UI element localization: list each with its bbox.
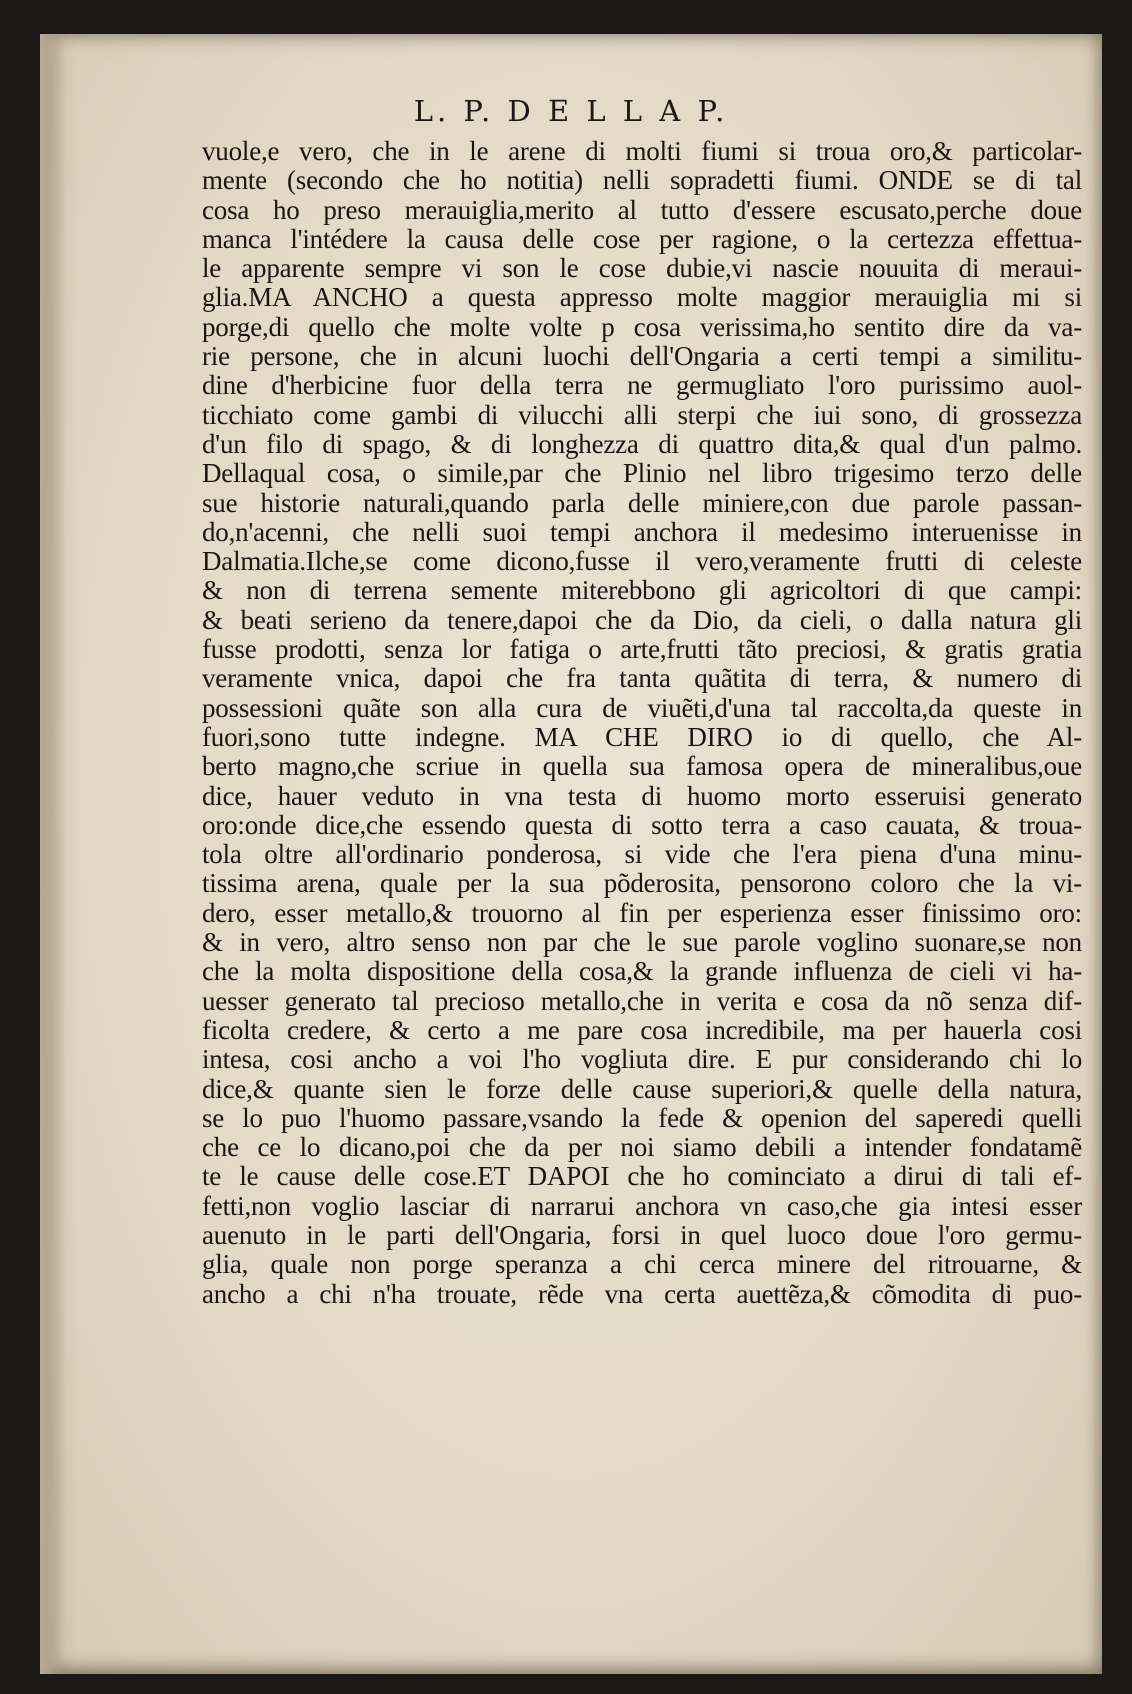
text-line: tissima arena, quale per la sua põderosita, pensorono coloro che la vi- <box>202 868 1082 899</box>
text-line: d'un filo di spago, & di longhezza di quattro dita,& qual d'un palmo. <box>202 428 1082 459</box>
text-line: & in vero, altro senso non par che le sue parole voglino suonare,se non <box>202 927 1082 958</box>
text-line: dice,& quante sien le forze delle cause superiori,& quelle della natura, <box>202 1073 1082 1104</box>
text-line: tola oltre all'ordinario ponderosa, si vide che l'era piena d'una minu- <box>202 839 1082 870</box>
text-line: glia, quale non porge speranza a chi cerca minere del ritrouarne, & <box>202 1249 1082 1280</box>
text-line: dero, esser metallo,& trouorno al fin per esperienza esser finissimo oro: <box>202 897 1082 928</box>
text-line: che la molta dispositione della cosa,& la grande influenza de cieli vi ha- <box>202 956 1082 987</box>
text-line: & non di terrena semente miterebbono gli agricoltori di que campi: <box>202 575 1082 606</box>
body-text <box>202 137 1082 1309</box>
text-line: berto magno,che scriue in quella sua famosa opera de mineralibus,oue <box>202 751 1082 782</box>
text-line: fusse prodotti, senza lor fatiga o arte,frutti tãto preciosi, & gratis gratia <box>202 634 1082 665</box>
text-line: le apparente sempre vi son le cose dubie,vi nascie nouuita di meraui- <box>202 253 1082 284</box>
text-line: possessioni quãte son alla cura de viuẽti,d'una tal raccolta,da queste in <box>202 692 1082 723</box>
text-line: dine d'herbicine fuor della terra ne germugliato l'oro purissimo auol- <box>202 370 1082 401</box>
text-line: cosa ho preso merauiglia,merito al tutto d'essere escusato,perche doue <box>202 194 1082 225</box>
page-gutter-shadow <box>40 34 66 1674</box>
text-line: Dalmatia.Ilche,se come dicono,fusse il vero,veramente frutti di celeste <box>202 546 1082 577</box>
text-line: auenuto in le parti dell'Ongaria, forsi in quel luoco doue l'oro germu- <box>202 1219 1082 1250</box>
text-line: ancho a chi n'ha trouate, rẽde vna certa auettẽza,& cõmodita di puo- <box>202 1278 1082 1309</box>
text-line: te le cause delle cose.ET DAPOI che ho cominciato a dirui di tali ef- <box>202 1161 1082 1192</box>
text-line: Dellaqual cosa, o simile,par che Plinio nel libro trigesimo terzo delle <box>202 458 1082 489</box>
running-header: L. P. D E L L A P. <box>413 94 729 128</box>
text-line: porge,di quello che molte volte p cosa verissima,ho sentito dire da va- <box>202 311 1082 342</box>
book-page <box>40 34 1102 1674</box>
text-line: sue historie naturali,quando parla delle miniere,con due parole passan- <box>202 487 1082 518</box>
text-line: do,n'acenni, che nelli suoi tempi anchora il medesimo interuenisse in <box>202 516 1082 547</box>
text-line: che ce lo dicano,poi che da per noi siamo debili a intender fondatamẽ <box>202 1132 1082 1163</box>
text-line: dice, hauer veduto in vna testa di huomo morto esseruisi generato <box>202 780 1082 811</box>
text-line: ticchiato come gambi di vilucchi alli sterpi che iui sono, di grossezza <box>202 399 1082 430</box>
text-line: intesa, cosi ancho a voi l'ho vogliuta dire. E pur considerando chi lo <box>202 1044 1082 1075</box>
text-line: rie persone, che in alcuni luochi dell'Ongaria a certi tempi a similitu- <box>202 341 1082 372</box>
text-line: se lo puo l'huomo passare,vsando la fede & openion del saperedi quelli <box>202 1102 1082 1133</box>
text-line: uesser generato tal precioso metallo,che in verita e cosa da nõ senza dif- <box>202 985 1082 1016</box>
text-line: manca l'intédere la causa delle cose per ragione, o la certezza effettua- <box>202 223 1082 254</box>
text-line: fuori,sono tutte indegne. MA CHE DIRO io di quello, che Al- <box>202 721 1082 752</box>
text-line: vuole,e vero, che in le arene di molti fiumi si troua oro,& particolar- <box>202 136 1082 166</box>
text-line: & beati serieno da tenere,dapoi che da Dio, da cieli, o dalla natura gli <box>202 604 1082 635</box>
text-line: oro:onde dice,che essendo questa di sotto terra a caso cauata, & troua- <box>202 809 1082 840</box>
text-line: ficolta credere, & certo a me pare cosa incredibile, ma per hauerla cosi <box>202 1014 1082 1045</box>
text-line: glia.MA ANCHO a questa appresso molte maggior merauiglia mi si <box>202 282 1082 313</box>
text-line: fetti,non voglio lasciar di narrarui anchora vn caso,che gia intesi esser <box>202 1190 1082 1221</box>
text-line: veramente vnica, dapoi che fra tanta quãtita di terra, & numero di <box>202 663 1082 694</box>
text-line: mente (secondo che ho notitia) nelli sopradetti fiumi. ONDE se di tal <box>202 165 1082 196</box>
